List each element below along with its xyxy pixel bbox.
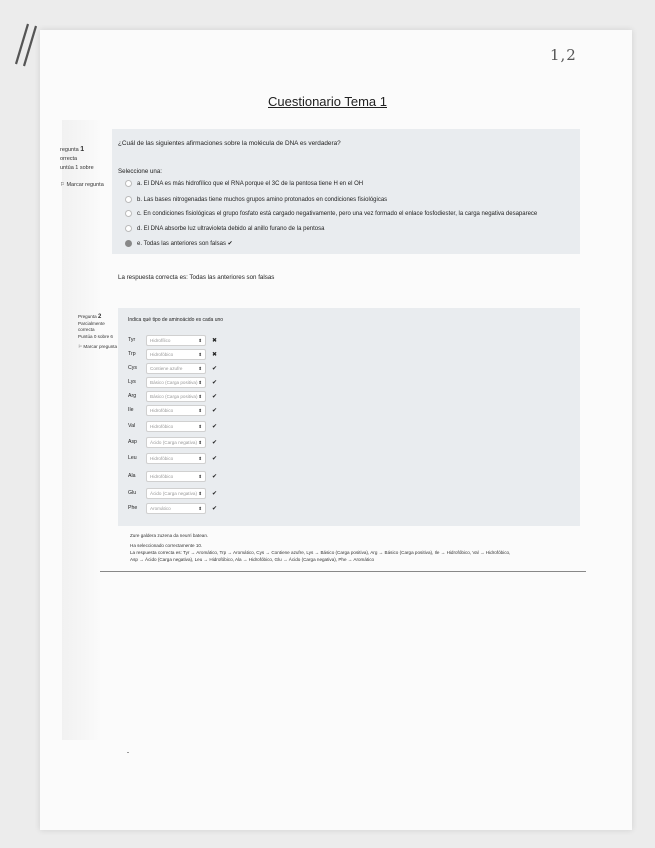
answer-dropdown[interactable]: Básico (Carga positiva) ⬍ [146,377,206,388]
dropdown-arrow-icon: ⬍ [198,423,202,429]
answer-dropdown[interactable]: Hidrofóbico ⬍ [146,405,206,416]
dropdown-arrow-icon: ⬍ [198,351,202,357]
flag-icon: ⚐ [60,182,65,188]
amino-acid-label: Asp [128,439,137,445]
answer-dropdown[interactable]: Hidrofílico ⬍ [146,335,206,346]
check-icon: ✔ [212,455,218,462]
q1-option-d[interactable]: d. El DNA absorbe luz ultravioleta debido al anillo furano de la pentosa [125,225,324,232]
q2-info-panel: Pregunta 2 Parcialmente correcta Puntúa 0 sobre 6 ⚐ Marcar pregunta [78,314,118,349]
answer-dropdown[interactable]: Hidrofóbico ⬍ [146,421,206,432]
q2-row [128,334,217,346]
answer-dropdown[interactable]: Hidrofóbico ⬍ [146,471,206,482]
q2-row [128,452,217,464]
q2-correct-answer-line1: La respuesta correcta es: Tyr → Aromático, Trp → Aromático, Cys → Contiene azufre, Lys → Básico (Carga positiva), Arg → Básico (Carga positiva), Ile → Hidrofóbico, Val → Hidrofóbico, [130,550,511,555]
q1-option-b[interactable]: b. Las bases nitrogenadas tiene muchos grupos amino protonados en condiciones fisiológicas [125,196,387,203]
dropdown-arrow-icon: ⬍ [198,490,202,496]
flag-icon: ⚐ [78,344,83,349]
q1-flag-link[interactable]: ⚐ Marcar regunta [60,182,104,188]
q2-row [128,436,217,448]
page-shadow [62,120,100,740]
amino-acid-label: Glu [128,490,137,496]
dropdown-arrow-icon: ⬍ [198,337,202,343]
answer-dropdown[interactable]: Hidrofóbico ⬍ [146,349,206,360]
q2-row [128,362,217,374]
dropdown-arrow-icon: ⬍ [198,379,202,385]
q1-content-box [112,129,580,254]
page-title: Cuestionario Tema 1 [268,94,387,109]
q2-row [128,502,217,514]
dropdown-arrow-icon: ⬍ [198,473,202,479]
cross-icon: ✖ [212,351,218,358]
q1-info-panel: regunta 1 orrecta untúa 1 sobre ⚐ Marcar regunta [60,145,112,190]
dropdown-arrow-icon: ⬍ [198,393,202,399]
divider-line [100,571,586,572]
check-icon: ✔ [212,490,218,497]
amino-acid-label: Phe [128,505,138,511]
answer-dropdown[interactable]: Aromático ⬍ [146,503,206,514]
amino-acid-label: Ala [128,473,136,479]
q2-row [128,470,217,482]
check-icon: ✔ [212,473,218,480]
q1-option-a[interactable]: a. El DNA es más hidrofílico que el RNA porque el 3C de la pentosa tiene H en el OH [125,180,363,187]
dropdown-arrow-icon: ⬍ [198,439,202,445]
check-icon: ✔ [227,241,233,247]
radio-button[interactable] [125,225,132,232]
answer-dropdown[interactable]: Contiene azufre ⬍ [146,363,206,374]
amino-acid-label: Trp [128,351,136,357]
answer-dropdown[interactable]: Ácido (Carga negativa) ⬍ [146,437,206,448]
q2-row [128,376,217,388]
dropdown-arrow-icon: ⬍ [198,455,202,461]
handwritten-note: 1,2 [550,46,577,64]
cross-icon: ✖ [212,337,218,344]
q1-select-label: Seleccione una: [118,168,163,175]
radio-button[interactable] [125,180,132,187]
q2-row [128,404,217,416]
q2-row [128,348,217,360]
radio-button[interactable] [125,210,132,217]
amino-acid-label: Tyr [128,337,136,343]
q1-option-e[interactable]: e. Todas las anteriores son falsas ✔ [125,240,233,247]
speck [127,752,129,753]
amino-acid-label: Leu [128,455,137,461]
answer-dropdown[interactable]: Básico (Carga positiva) ⬍ [146,391,206,402]
amino-acid-label: Lys [128,379,136,385]
q2-row [128,420,217,432]
q2-feedback: Zure galdera zuzena da neurri batean. [130,533,209,538]
amino-acid-label: Cys [128,365,137,371]
answer-dropdown[interactable]: Ácido (Carga negativa) ⬍ [146,488,206,499]
check-icon: ✔ [212,379,218,386]
q2-prompt: Indica qué tipo de aminoácido es cada uno [128,317,224,323]
q2-row [128,487,217,499]
amino-acid-label: Val [128,423,136,429]
q2-flag-link[interactable]: ⚐ Marcar pregunta [78,344,118,349]
q1-correct-answer: La respuesta correcta es: Todas las anteriores son falsas [118,274,275,281]
amino-acid-label: Arg [128,393,137,399]
q1-option-c[interactable]: c. En condiciones fisiológicas el grupo fosfato está cargado negativamente, pero una vez formado el enlace fosfodiester, la carga negativa desaparece [125,210,537,217]
q2-correct-answer-line2: Asp → Ácido (Carga negativa), Leu → Hidrofóbico, Ala → Hidrofóbico, Glu → Ácido (Carga negativa), Phe → Aromático [130,557,375,562]
check-icon: ✔ [212,393,218,400]
pen-stroke-mark [10,20,40,70]
q2-row [128,390,217,402]
amino-acid-label: Ile [128,407,134,413]
check-icon: ✔ [212,407,218,414]
check-icon: ✔ [212,423,218,430]
q1-question-text: ¿Cuál de las siguientes afirmaciones sobre la molécula de DNA es verdadera? [118,140,341,147]
check-icon: ✔ [212,439,218,446]
dropdown-arrow-icon: ⬍ [198,505,202,511]
radio-button[interactable] [125,196,132,203]
check-icon: ✔ [212,505,218,512]
check-icon: ✔ [212,365,218,372]
q2-selected-count: Ha seleccionado correctamente 10. [130,543,203,548]
dropdown-arrow-icon: ⬍ [198,365,202,371]
answer-dropdown[interactable]: Hidrofóbico ⬍ [146,453,206,464]
dropdown-arrow-icon: ⬍ [198,407,202,413]
radio-button-selected[interactable] [125,240,132,247]
